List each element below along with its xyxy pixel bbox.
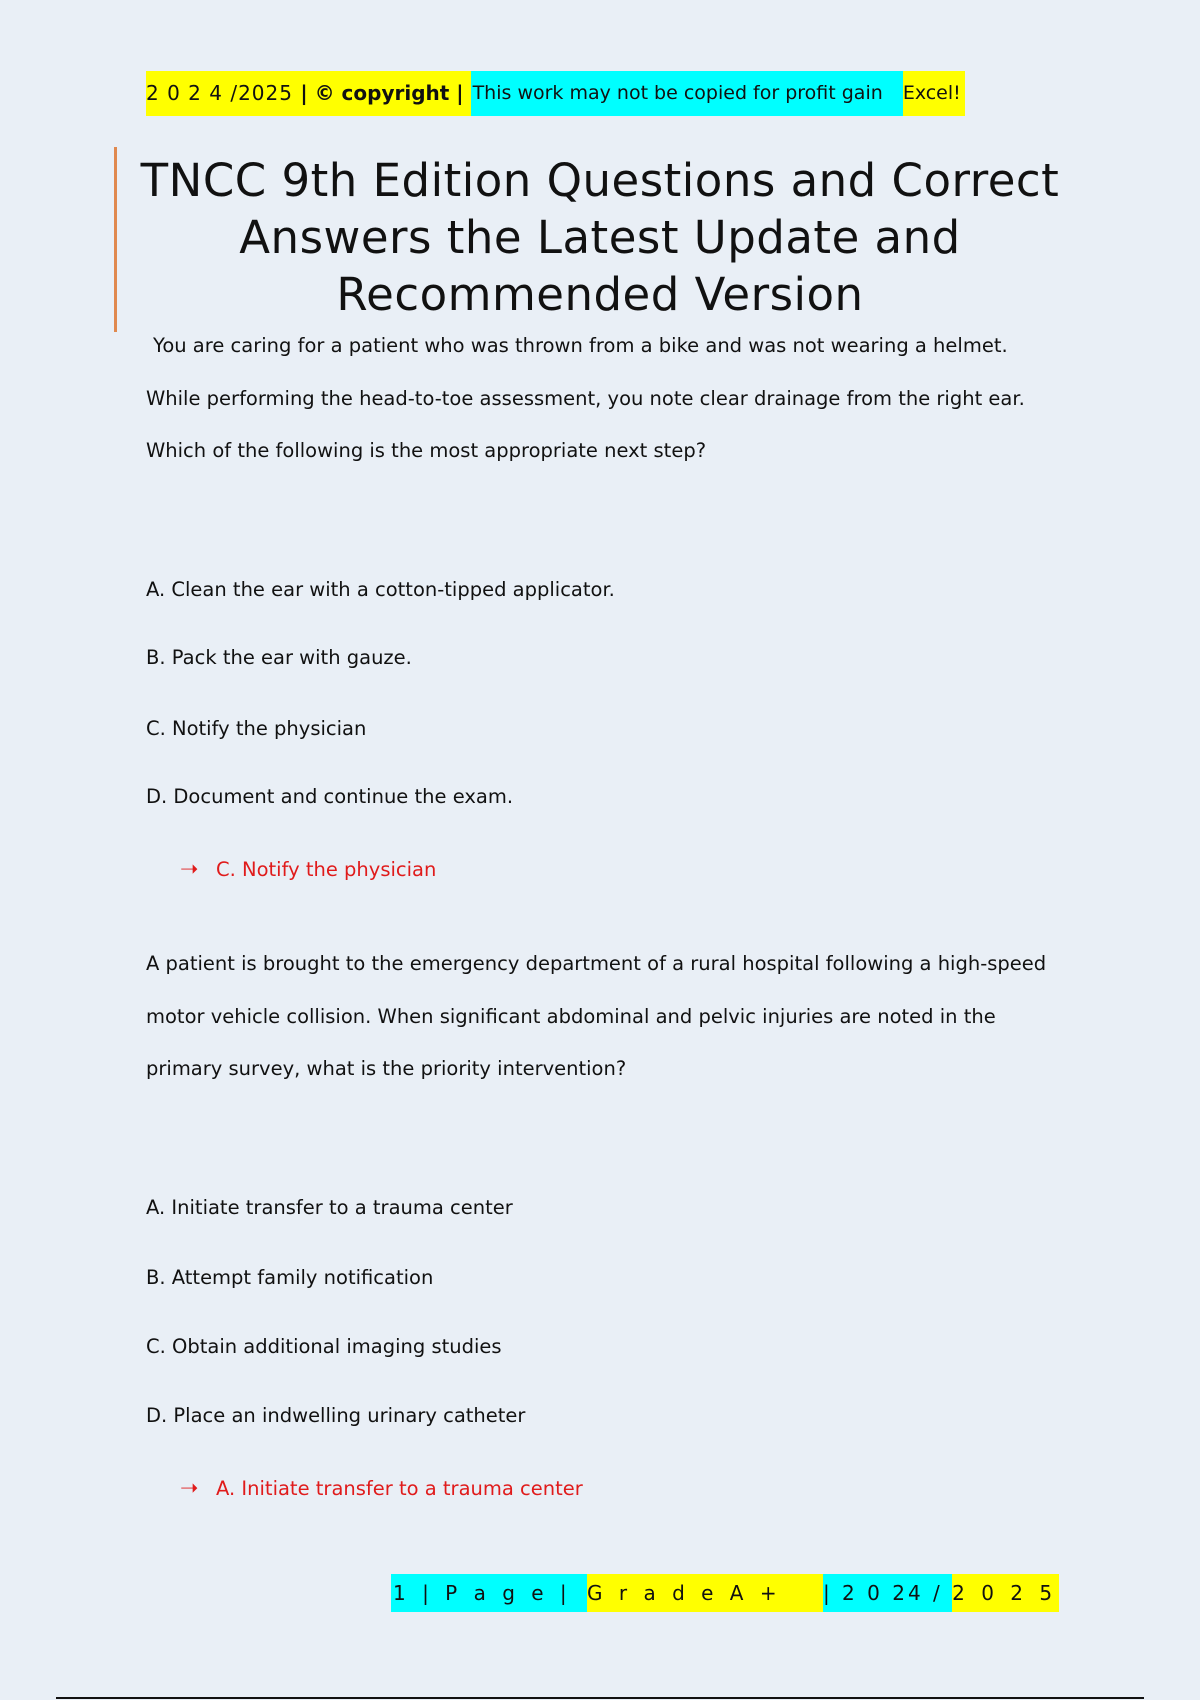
question-2-option-a: A. Initiate transfer to a trauma center xyxy=(146,1196,513,1219)
question-2 xyxy=(146,938,1066,1096)
arrow-right-icon: ➝ xyxy=(180,1476,199,1501)
question-1-option-c: C. Notify the physician xyxy=(146,717,367,740)
question-1-answer xyxy=(180,857,436,883)
question-2-text: A patient is brought to the emergency department of a rural hospital following a high-speed motor vehicle collision. When significant abdominal and pelvic injuries are noted in the primary survey, what is the priority intervention? xyxy=(146,952,1047,1080)
header-notice: This work may not be copied for profit gain xyxy=(471,71,903,116)
question-1 xyxy=(146,320,1066,478)
question-1-text: You are caring for a patient who was thrown from a bike and was not wearing a helmet. While performing the head-to-toe assessment, you note clear drainage from the right ear. Which of the following is the most appropriate next step? xyxy=(146,334,1025,462)
document-title: TNCC 9th Edition Questions and Correct Answers the Latest Update and Recommended Version xyxy=(140,154,1060,321)
header-year: 2 0 2 4 /2025 xyxy=(146,71,300,116)
question-2-answer xyxy=(180,1476,583,1502)
title-accent-bar xyxy=(114,147,117,332)
question-1-option-b: B. Pack the ear with gauze. xyxy=(146,646,412,669)
bottom-rule xyxy=(56,1697,1144,1699)
question-2-option-b: B. Attempt family notification xyxy=(146,1266,434,1289)
question-2-option-d: D. Place an indwelling urinary catheter xyxy=(146,1404,526,1427)
question-1-answer-text: C. Notify the physician xyxy=(216,858,437,881)
arrow-right-icon: ➝ xyxy=(180,857,199,882)
question-1-option-a: A. Clean the ear with a cotton-tipped applicator. xyxy=(146,578,615,601)
question-2-answer-text: A. Initiate transfer to a trauma center xyxy=(216,1477,583,1500)
header-copyright: | © copyright | xyxy=(300,71,470,116)
footer-year-end: 2 0 2 5 xyxy=(952,1574,1059,1612)
question-1-option-d: D. Document and continue the exam. xyxy=(146,785,514,808)
footer-grade: G r a d e A + xyxy=(587,1574,823,1612)
header-banner xyxy=(146,71,965,116)
question-2-option-c: C. Obtain additional imaging studies xyxy=(146,1335,502,1358)
footer-page-number: 1 | P a g e | xyxy=(391,1574,587,1612)
page-footer xyxy=(391,1574,1059,1612)
footer-year-start: | 2 0 24 / xyxy=(823,1574,952,1612)
header-excel: Excel! xyxy=(903,71,965,116)
